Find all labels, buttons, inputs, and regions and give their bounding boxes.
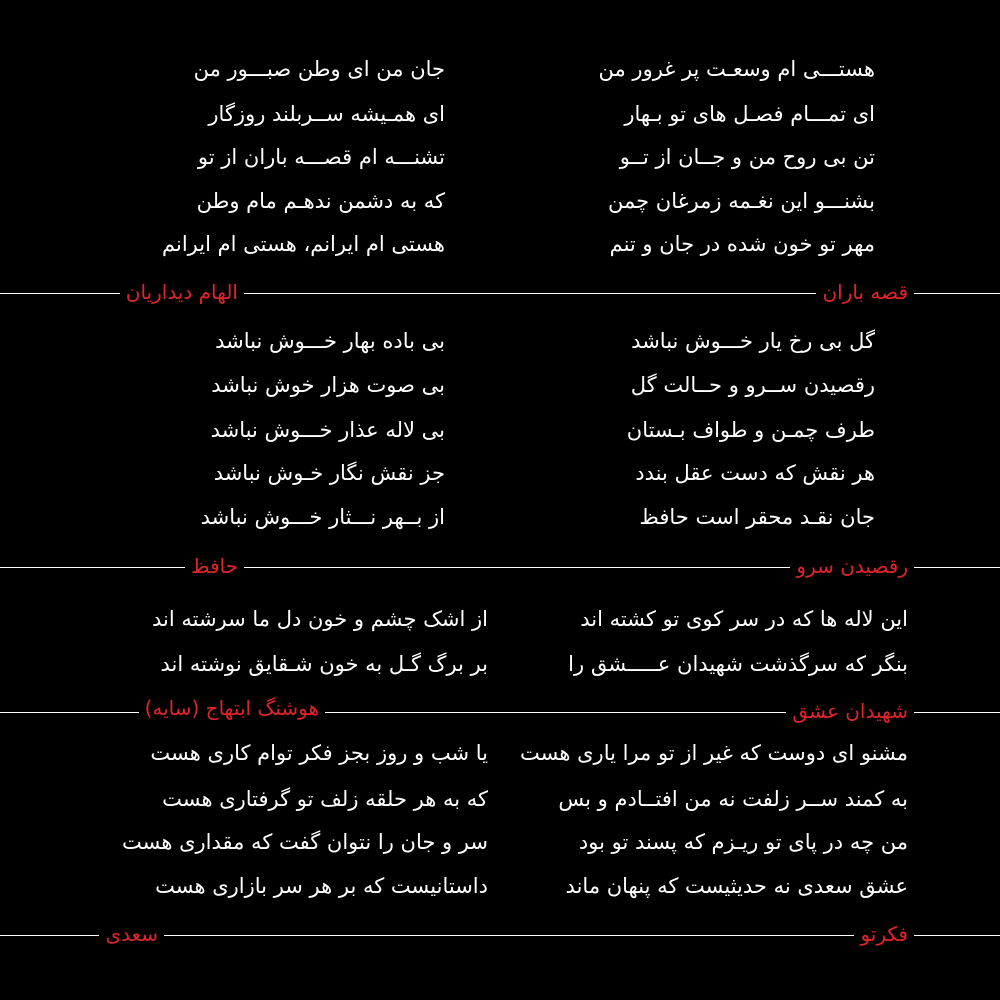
verse-line: هر نقش که دست عقل بندد xyxy=(635,461,875,485)
verse-line: ای همـیشه ســربلند روزگار xyxy=(208,102,445,126)
poet-name: الهام دیداریان xyxy=(120,282,244,302)
verse-line: مشنو ای دوست که غیر از تو مرا یاری هست xyxy=(520,741,908,765)
verse-line: مهر تو خون شده در جان و تنم xyxy=(609,232,875,256)
verse-line: ای تمـــام فصـل های تو بـهار xyxy=(624,102,875,126)
poet-name: هوشنگ ابتهاج (سایه) xyxy=(139,698,325,718)
poem-title: فکرتو xyxy=(854,924,914,944)
verse-line: طرف چمـن و طواف بـستان xyxy=(626,418,875,442)
verse-line: جان نقـد محقر است حافظ xyxy=(639,505,875,529)
verse-line: جز نقش نگار خـوش نباشد xyxy=(213,461,445,485)
verse-line: بی صوت هزار خوش نباشد xyxy=(211,373,445,397)
verse-line: از بــهر نـــثار خـــوش نباشد xyxy=(200,505,445,529)
verse-line: از اشک چشم و خون دل ما سرشته اند xyxy=(151,607,488,631)
verse-line: بر برگ گـل به خون شـقایق نوشته اند xyxy=(160,652,488,676)
poet-name: حافظ xyxy=(185,556,244,576)
verse-line: داستانیست که بر هر سر بازاری هست xyxy=(155,874,488,898)
verse-line: عشق سعدی نه حدیثیست که پنهان ماند xyxy=(565,874,908,898)
verse-line: بی باده بهار خـــوش نباشد xyxy=(215,329,445,353)
verse-line: یا شب و روز بجز فکر توام کاری هست xyxy=(150,741,488,765)
poem-title: شهیدان عشق xyxy=(786,701,914,721)
verse-line: من چه در پای تو ریـزم که پسند تو بود xyxy=(578,830,908,854)
poem-title: رقصیدن سرو xyxy=(790,556,914,576)
verse-line: تشنـــه ام قصـــه باران از تو xyxy=(197,145,445,169)
verse-line: گل بی رخ یار خـــوش نباشد xyxy=(631,329,875,353)
verse-line: جان من ای وطن صبـــور من xyxy=(193,57,445,81)
verse-line: هستی ام ایرانم، هستی ام ایرانم xyxy=(162,232,445,256)
verse-line: تن بی روح من و جــان از تــو xyxy=(619,145,875,169)
verse-line: این لاله ها که در سر کوی تو کشته اند xyxy=(580,607,908,631)
verse-line: بشنـــو این نغـمه زمرغان چمن xyxy=(607,189,875,213)
poem-title: قصه باران xyxy=(816,282,914,302)
verse-line: بنگر که سرگذشت شهیدان عـــــشق را xyxy=(568,652,908,676)
verse-line: که به دشمن ندهـم مام وطن xyxy=(196,189,445,213)
verse-line: رقصیدن ســرو و حــالت گل xyxy=(630,373,875,397)
verse-line: هستـــی ام وسعـت پر غرور من xyxy=(598,57,875,81)
verse-line: سر و جان را نتوان گفت که مقداری هست xyxy=(121,830,488,854)
poet-name: سعدی xyxy=(99,924,164,944)
verse-line: بی لاله عذار خـــوش نباشد xyxy=(210,418,445,442)
verse-line: به کمند ســر زلفت نه من افتــادم و بس xyxy=(558,787,908,811)
verse-line: که به هر حلقه زلف تو گرفتاری هست xyxy=(162,787,488,811)
